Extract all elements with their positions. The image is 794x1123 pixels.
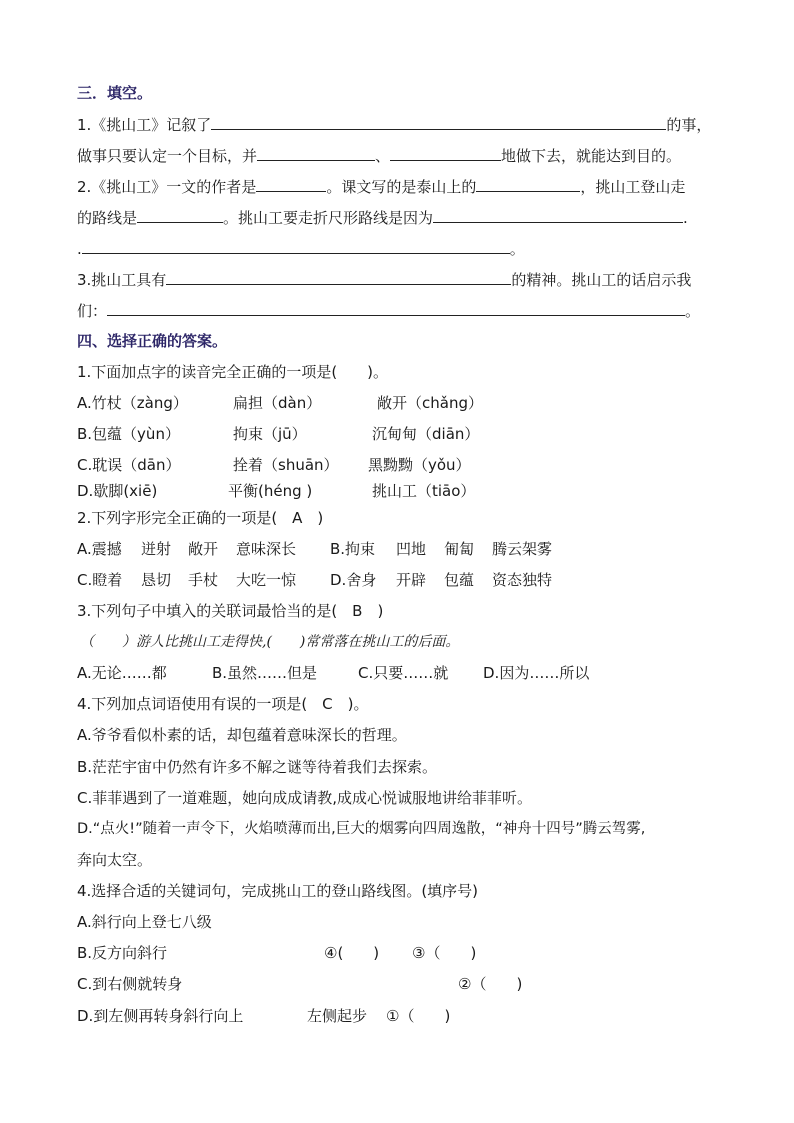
choice-q1-option[interactable]: D.歇脚(xiē) <box>77 482 158 500</box>
choice-q2-word: 开辟 <box>396 571 427 589</box>
fill-q2-blank-1[interactable] <box>256 176 326 192</box>
choice-q4-option-c[interactable]: C.菲菲遇到了一道难题，她向成成请教,成成心悦诚服地讲给菲菲听。 <box>77 789 533 807</box>
route-option-c: C.到右侧就转身 <box>77 975 183 993</box>
fill-q1-blank-2[interactable] <box>257 145 375 161</box>
fill-q2-line2 <box>77 207 688 228</box>
fill-q2-text-c: ，挑山工登山走 <box>580 178 686 196</box>
choice-q2-word: 大吃一惊 <box>236 571 297 589</box>
fill-q2-text-h: 。 <box>509 240 525 258</box>
route-option-d: D.到左侧再转身斜行向上 <box>77 1007 244 1025</box>
choice-q4-option-a[interactable]: A.爷爷看似朴素的话，却包蕴着意味深长的哲理。 <box>77 726 407 744</box>
choice-q2-word: 凹地 <box>396 540 427 558</box>
choice-q3-option[interactable]: A.无论……都 <box>77 664 167 682</box>
fill-q1-line2 <box>77 145 681 166</box>
fill-q2-text-a: 2.《挑山工》一文的作者是 <box>77 178 257 196</box>
fill-q2-line1 <box>77 176 685 197</box>
choice-q2-word: 迸射 <box>141 540 172 558</box>
section-3-title: 三．填空。 <box>77 84 153 102</box>
choice-q4-option-d-cont: 奔向太空。 <box>77 851 153 869</box>
fill-q2-blank-4[interactable] <box>433 207 683 223</box>
choice-q3-option[interactable]: B.虽然……但是 <box>212 664 318 682</box>
fill-q2-line3 <box>77 238 525 259</box>
choice-q2-word: 匍匐 <box>444 540 475 558</box>
choice-q1-word: 敞开（chǎng） <box>377 394 483 412</box>
route-marker-4[interactable]: ④( ) <box>324 944 380 962</box>
fill-q2-blank-3[interactable] <box>137 207 223 223</box>
fill-q3-text-b: 的精神。挑山工的话启示我 <box>511 271 692 289</box>
route-start-label: 左侧起步 <box>307 1007 368 1025</box>
choice-q2-option[interactable]: C.瞪着 <box>77 571 123 589</box>
choice-q3-option[interactable]: C.只要……就 <box>358 664 449 682</box>
fill-q2-text-d: 的路线是 <box>77 209 138 227</box>
choice-q4-stem: 4.下列加点词语使用有误的一项是( C )。 <box>77 695 369 713</box>
fill-q2-text-b: 。课文写的是泰山上的 <box>326 178 477 196</box>
choice-q1-word: 拴着（shuān） <box>233 456 339 474</box>
fill-q3-text-a: 3.挑山工具有 <box>77 271 167 289</box>
fill-q2-text-e: 。挑山工要走折尺形路线是因为 <box>223 209 434 227</box>
choice-q2-word: 意味深长 <box>236 540 297 558</box>
fill-q1-line1 <box>77 114 711 135</box>
choice-q2-word: 手杖 <box>188 571 219 589</box>
choice-q1-option[interactable]: A.竹杖（zàng） <box>77 394 188 412</box>
fill-q1-text-d: 、 <box>375 147 391 165</box>
route-option-a: A.斜行向上登七八级 <box>77 913 212 931</box>
fill-q1-blank-3[interactable] <box>390 145 501 161</box>
choice-q2-word: 腾云架雾 <box>492 540 553 558</box>
choice-q1-word: 黑黝黝（yǒu） <box>368 456 471 474</box>
fill-q1-blank-1[interactable] <box>211 114 666 130</box>
choice-q4-option-d[interactable]: D.“点火!”随着一声令下，火焰喷薄而出,巨大的烟雾向四周逸散，“神舟十四号”腾云驾雾, <box>77 821 646 837</box>
fill-q1-text-e: 地做下去，就能达到目的。 <box>501 147 682 165</box>
route-option-b: B.反方向斜行 <box>77 944 168 962</box>
fill-q2-text-f: . <box>683 209 688 227</box>
choice-q2-word: 恳切 <box>141 571 172 589</box>
fill-q1-text-a: 1.《挑山工》记叙了 <box>77 116 212 134</box>
choice-q1-word: 扁担（dàn） <box>233 394 322 412</box>
fill-q1-text-c: 做事只要认定一个目标，并 <box>77 147 258 165</box>
fill-q3-line1 <box>77 269 691 290</box>
choice-q3-sentence: （ ）游人比挑山工走得快,( )常常落在挑山工的后面。 <box>80 634 460 650</box>
choice-q3-option[interactable]: D.因为……所以 <box>483 664 590 682</box>
route-marker-3[interactable]: ③（ ) <box>412 944 477 962</box>
choice-q1-word: 平衡(héng ) <box>228 482 313 500</box>
route-marker-1[interactable]: ①（ ) <box>386 1007 451 1025</box>
choice-q1-word: 沉甸甸（diān） <box>372 425 480 443</box>
fill-q2-text-g: . <box>77 240 82 258</box>
section-4-title: 四、选择正确的答案。 <box>77 332 228 350</box>
choice-q2-option[interactable]: A.震撼 <box>77 540 122 558</box>
choice-q1-word: 拘束（jū） <box>233 425 307 443</box>
fill-q3-blank-2[interactable] <box>107 300 685 316</box>
route-q-stem: 4.选择合适的关键词句，完成挑山工的登山路线图。(填序号) <box>77 882 479 900</box>
fill-q3-line2 <box>77 300 700 321</box>
choice-q1-word: 挑山工（tiāo） <box>372 482 476 500</box>
route-marker-2[interactable]: ②（ ) <box>458 975 523 993</box>
fill-q2-blank-2[interactable] <box>476 176 580 192</box>
fill-q3-blank-1[interactable] <box>166 269 511 285</box>
choice-q2-option[interactable]: B.拘束 <box>330 540 376 558</box>
fill-q3-text-c: 们： <box>77 302 108 320</box>
choice-q2-word: 包蕴 <box>444 571 475 589</box>
fill-q2-blank-5[interactable] <box>82 238 510 254</box>
fill-q1-text-b: 的事， <box>666 116 712 134</box>
choice-q3-stem: 3.下列句子中填入的关联词最恰当的是( B ) <box>77 602 384 620</box>
choice-q2-word: 资态独特 <box>492 571 553 589</box>
choice-q2-option[interactable]: D.舍身 <box>330 571 377 589</box>
choice-q2-stem: 2.下列字形完全正确的一项是( A ) <box>77 509 324 527</box>
choice-q1-option[interactable]: B.包蕴（yùn） <box>77 425 180 443</box>
choice-q1-option[interactable]: C.耽误（dān） <box>77 456 181 474</box>
choice-q4-option-b[interactable]: B.茫茫宇宙中仍然有许多不解之谜等待着我们去探索。 <box>77 758 438 776</box>
choice-q1-stem: 1.下面加点字的读音完全正确的一项是( )。 <box>77 363 389 381</box>
choice-q2-word: 敞开 <box>188 540 219 558</box>
fill-q3-text-d: 。 <box>685 302 701 320</box>
